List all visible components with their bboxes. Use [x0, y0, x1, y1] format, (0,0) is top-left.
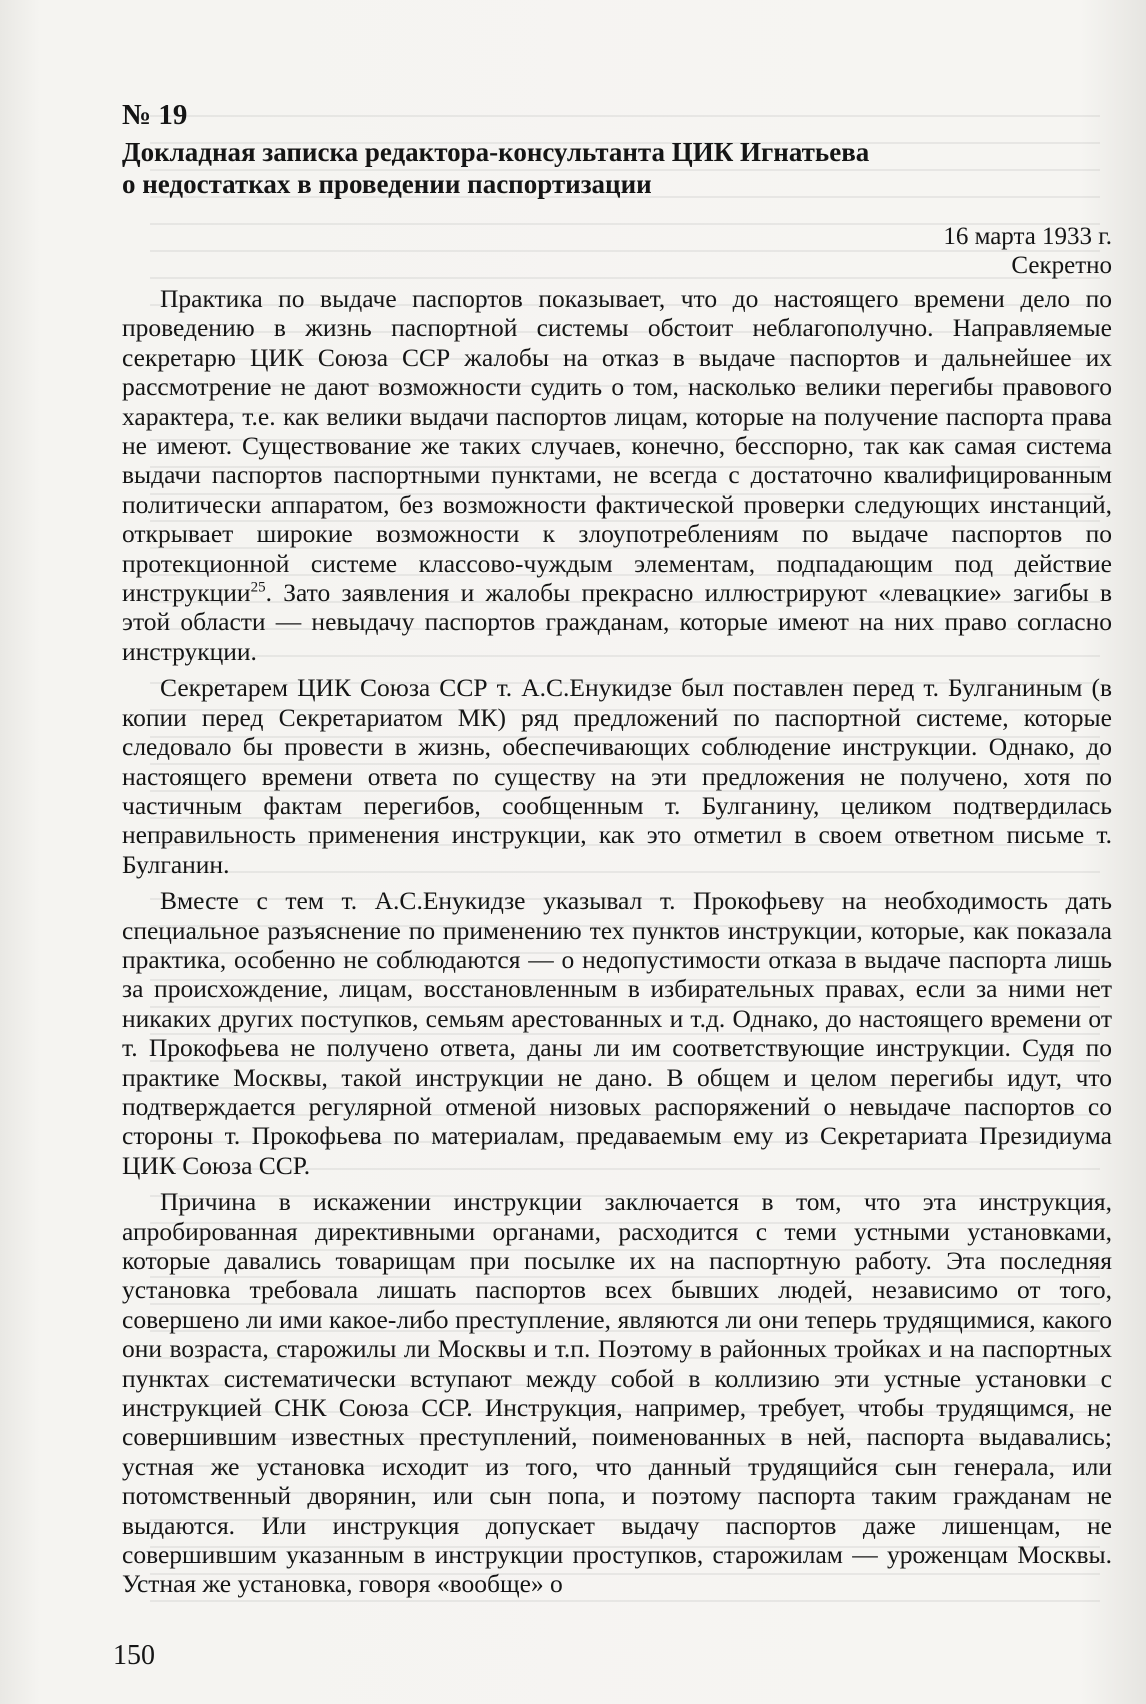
document-title: [122, 136, 1112, 200]
paragraph-4: Причина в искажении инструкции заключается в том, что эта инструкция, апробированная директивными органами, расходится с теми устными установками, которые давались товарищам при посылке их на паспортную работу. Эта последняя установка требовала лишать паспортов всех бывших людей, независимо от того, совершено ли ими какое-либо преступление, являются ли они теперь трудящимися, какого они возраста, старожилы ли Москвы и т.п. Поэтому в районных тройках и на паспортных пунктах систематически вступают между собой в коллизию эти устные установки с инструкцией СНК Союза ССР. Инструкция, например, требует, чтобы трудящимся, не совершившим известных преступлений, поименованных в ней, паспорта выдавались; устная же установка исходит из того, что данный трудящийся сын генерала, или потомственный дворянин, или сын попа, и поэтому паспорта таким гражданам не выдаются. Или инструкция допускает выдачу паспортов даже лишенцам, не совершившим указанным в инструкции проступков, старожилам — уроженцам Москвы. Устная же установка, говоря «вообще» о: [122, 1187, 1112, 1599]
document-body: [122, 284, 1112, 1599]
document-title-line-2: о недостатках в проведении паспортизации: [122, 169, 652, 199]
document-content: [122, 98, 1112, 1606]
document-number: № 19: [122, 99, 188, 131]
paragraph-1: [122, 284, 1112, 666]
paragraph-3: Вместе с тем т. А.С.Енукидзе указывал т. Прокофьеву на необходимость дать специальное разъяснение по применению тех пунктов инструкции, которые, как показала практика, особенно не соблюдаются — о недопустимости отказа в выдаче паспорта лишь за происхождение, лицам, восстановленным в избирательных правах, если за ними нет никаких других поступков, семьям арестованных и т.д. Однако, до настоящего времени от т. Прокофьева не получено ответа, даны ли им соответствующие инструкции. Судя по практике Москвы, такой инструкции не дано. В общем и целом перегибы идут, что подтверждается регулярной отменой низовых распоряжений о невыдаче паспортов со стороны т. Прокофьева по материалам, предаваемым ему из Секретариата Президиума ЦИК Союза ССР.: [122, 886, 1112, 1180]
document-classification: Секретно: [1011, 252, 1112, 279]
paragraph-1-text: Практика по выдаче паспортов показывает, что до настоящего времени дело по проведению в жизнь паспортной системы обстоит неблагополучно. Направляемые секретарю ЦИК Союза ССР жалобы на отказ в выдаче паспортов и дальнейшее их рассмотрение не дают возможности судить о том, насколько велики перегибы правового характера, т.е. как велики выдачи паспортов лицам, которые на получение паспорта права не имеют. Существование же таких случаев, конечно, бесспорно, так как самая система выдачи паспортов паспортными пунктами, не всегда с достаточно квалифицированным политически аппаратом, без возможности фактической проверки следующих инстанций, открывает широкие возможности к злоупотреблениям по выдаче паспортов по протекционной системе классово-чуждым элементам, подпадающим под действие инструкции: [122, 284, 1112, 608]
document-meta: [122, 222, 1112, 280]
page-number: 150: [113, 1640, 155, 1671]
document-title-line-1: Докладная записка редактора-консультанта ЦИК Игнатьева: [122, 137, 870, 167]
footnote-marker: 25: [250, 579, 266, 596]
document-date: 16 марта 1933 г.: [943, 223, 1112, 250]
paragraph-2: Секретарем ЦИК Союза ССР т. А.С.Енукидзе был поставлен перед т. Булганиным (в копии перед Секретариатом МК) ряд предложений по паспортной системе, которые следовало бы провести в жизнь, обеспечивающих соблюдение инструкции. Однако, до настоящего времени ответа по существу на эти предложения не получено, хотя по частичным фактам перегибов, сообщенным т. Булганину, целиком подтвердилась неправильность применения инструкции, как это отметил в своем ответном письме т. Булганин.: [122, 673, 1112, 879]
paragraph-1-text-continued: . Зато заявления и жалобы прекрасно иллюстрируют «левацкие» загибы в этой области — невыдачу паспортов гражданам, которые имеют на них право согласно инструкции.: [122, 578, 1112, 666]
